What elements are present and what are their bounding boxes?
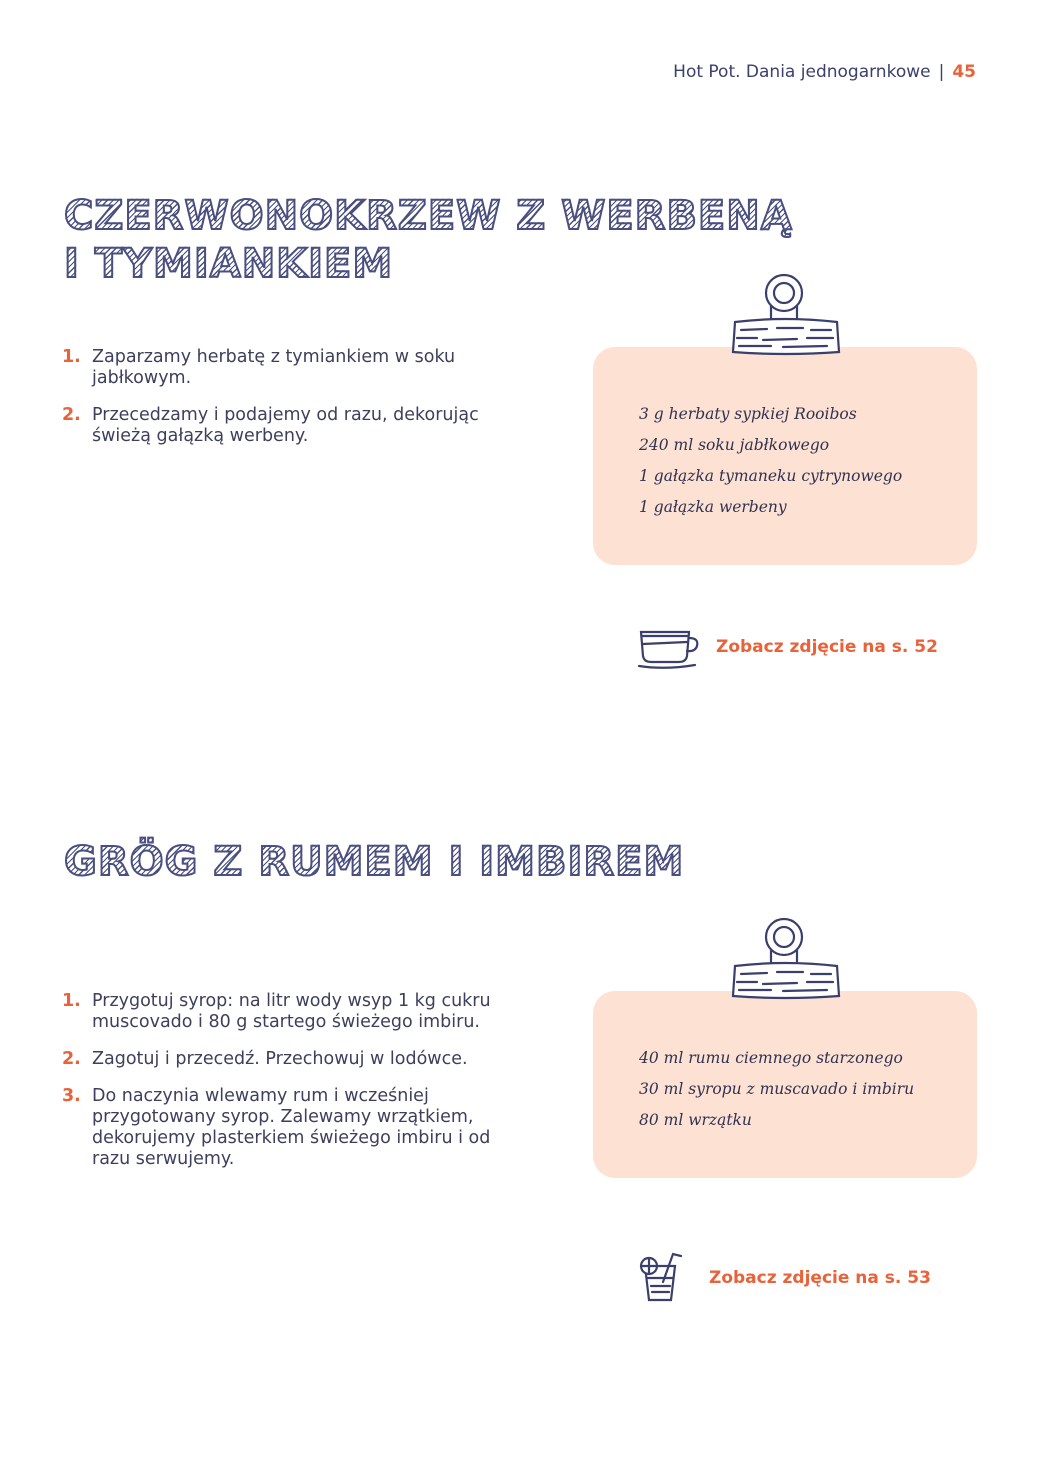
- step-text: Przecedzamy i podajemy od razu, dekorując świeżą gałązką werbeny.: [92, 405, 479, 446]
- step-number: 2.: [62, 1049, 81, 1069]
- photo-reference-text: Zobacz zdjęcie na s. 53: [709, 1268, 931, 1288]
- step-item: [62, 991, 502, 1033]
- step-number: 1.: [62, 347, 81, 367]
- step-number: 3.: [62, 1086, 81, 1106]
- ingredient-item: 30 ml syropu z muscavado i imbiru: [639, 1080, 915, 1098]
- recipe-title-line: CZERWONOKRZEW Z WERBENĄ: [64, 193, 793, 239]
- ingredient-item: 80 ml wrzątku: [639, 1111, 752, 1129]
- ingredients-card: [593, 347, 977, 565]
- step-item: [62, 1049, 502, 1070]
- page-number: 45: [952, 62, 976, 82]
- photo-reference-text: Zobacz zdjęcie na s. 52: [716, 637, 938, 657]
- step-text: Do naczynia wlewamy rum i wcześniej przygotowany syrop. Zalewamy wrzątkiem, dekorujemy plasterkiem świeżego imbiru i od razu serwujemy.: [92, 1086, 491, 1169]
- recipe-title-line: I TYMIANKIEM: [64, 241, 394, 287]
- step-item: [62, 405, 502, 447]
- step-item: [62, 1086, 502, 1170]
- ingredient-item: 1 gałązka werbeny: [639, 498, 787, 516]
- ingredient-item: 3 g herbaty sypkiej Rooibos: [639, 405, 857, 423]
- binder-clip-icon: [727, 270, 845, 362]
- ingredients-list: [639, 399, 902, 523]
- step-number: 2.: [62, 405, 81, 425]
- binder-clip-icon: [727, 914, 845, 1006]
- teacup-icon: [637, 624, 701, 670]
- running-header: [673, 62, 976, 82]
- drink-glass-icon: [637, 1252, 685, 1304]
- recipe-title: [64, 192, 793, 288]
- steps-list: [62, 991, 502, 1186]
- ingredient-item: 240 ml soku jabłkowego: [639, 436, 830, 454]
- steps-list: [62, 347, 502, 463]
- photo-reference: [637, 1252, 931, 1304]
- photo-reference: [637, 624, 938, 670]
- step-text: Zagotuj i przecedź. Przechowuj w lodówce.: [92, 1049, 468, 1069]
- step-number: 1.: [62, 991, 81, 1011]
- ingredient-item: 1 gałązka tymaneku cytrynowego: [639, 467, 903, 485]
- ingredient-item: 40 ml rumu ciemnego starzonego: [639, 1049, 903, 1067]
- recipe-title: [64, 838, 684, 886]
- header-separator: |: [938, 62, 945, 82]
- book-title: Hot Pot. Dania jednogarnkowe: [673, 62, 931, 82]
- step-text: Zaparzamy herbatę z tymiankiem w soku jabłkowym.: [92, 347, 456, 388]
- step-item: [62, 347, 502, 389]
- ingredients-list: [639, 1043, 914, 1136]
- step-text: Przygotuj syrop: na litr wody wsyp 1 kg cukru muscovado i 80 g startego świeżego imbiru.: [92, 991, 491, 1032]
- ingredients-card: [593, 991, 977, 1178]
- recipe-title-line: GRÖG Z RUMEM I IMBIREM: [64, 839, 685, 885]
